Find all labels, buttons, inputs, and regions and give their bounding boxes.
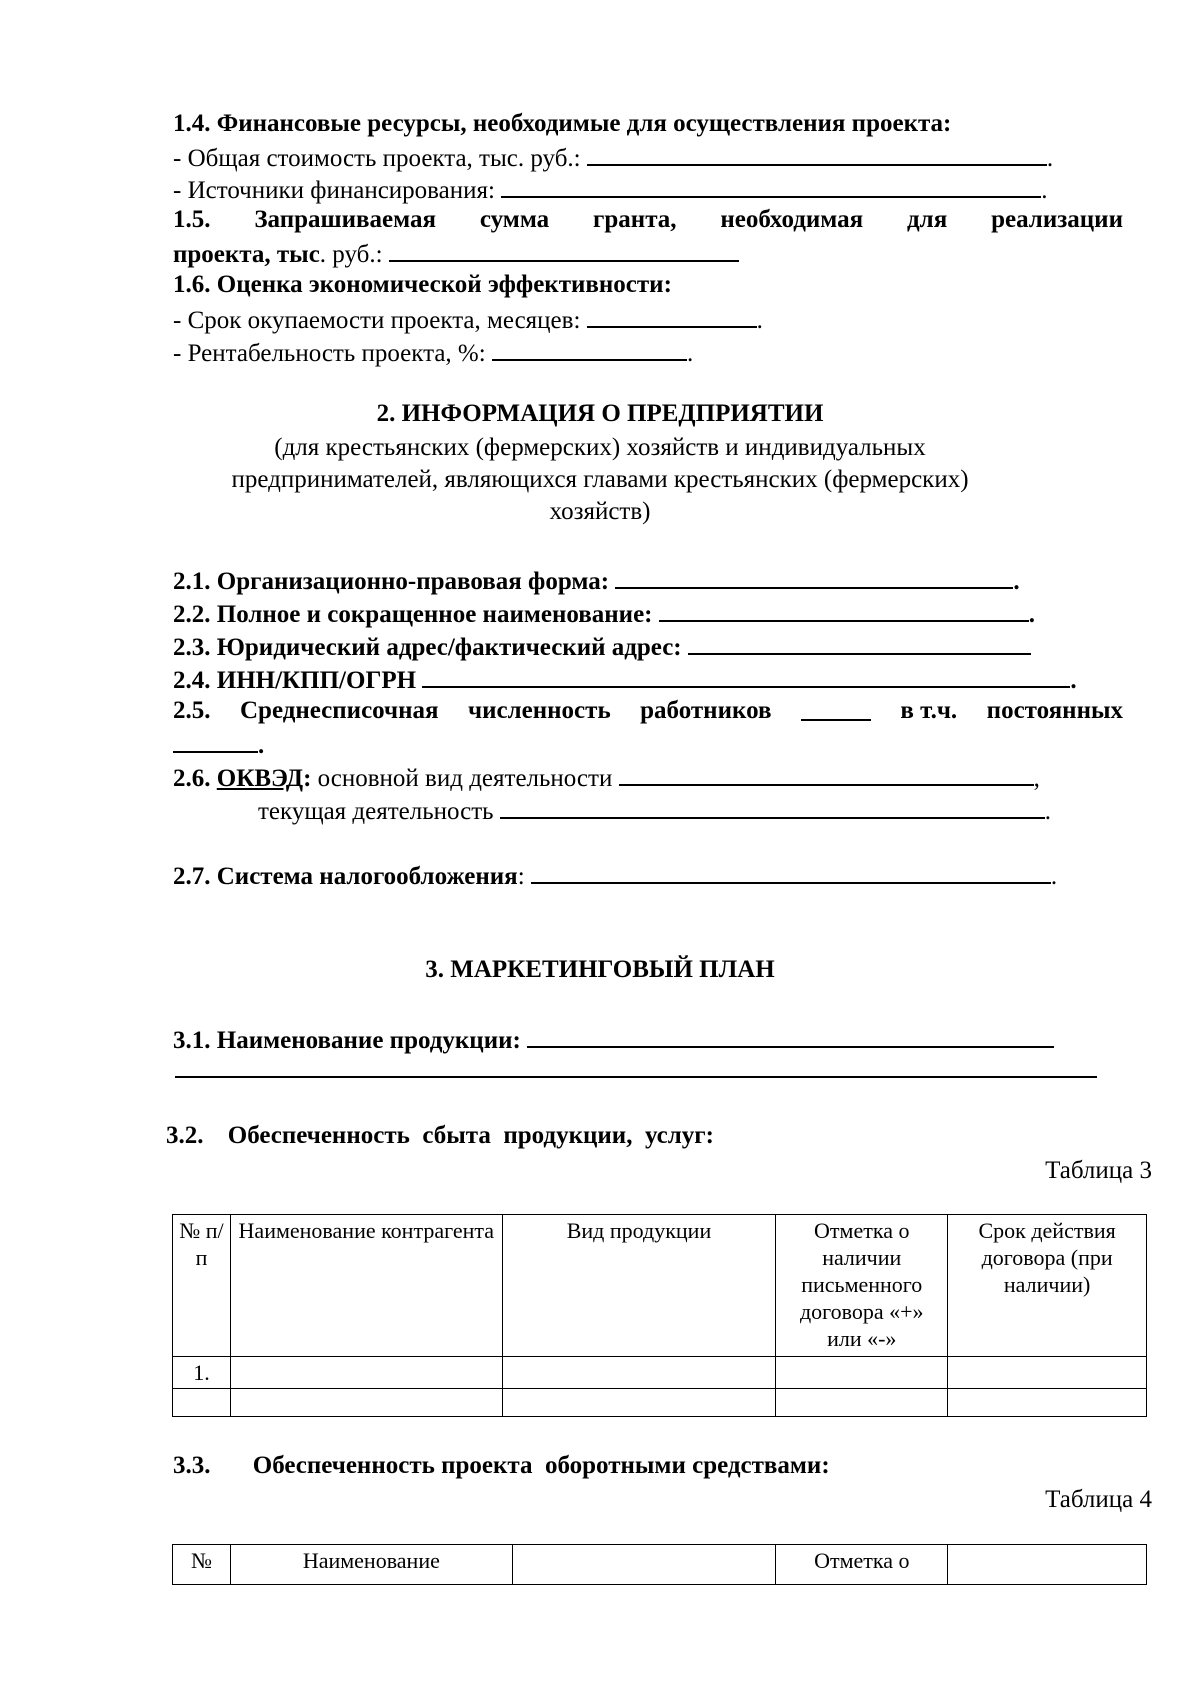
item-2-5: 2.5. Среднесписочная численность работников в т.ч. постоянных	[173, 697, 1123, 724]
section-2-title: 2. ИНФОРМАЦИЯ О ПРЕДПРИЯТИИ	[376, 400, 824, 427]
project-cost-blank[interactable]	[587, 140, 1047, 166]
table-4-header-cell: Отметка о	[776, 1545, 948, 1585]
item-3-1: 3.1. Наименование продукции:	[173, 1022, 1054, 1057]
section-1-4-heading: 1.4. Финансовые ресурсы, необходимые для осуществления проекта:	[173, 110, 952, 137]
item-2-3: 2.3. Юридический адрес/фактический адрес:	[173, 629, 1031, 664]
project-cost-line: - Общая стоимость проекта, тыс. руб.: .	[173, 140, 1053, 175]
table-4-header-row	[173, 1545, 1147, 1585]
table-4	[172, 1544, 1147, 1585]
table-3-label: Таблица 3	[1045, 1157, 1152, 1184]
grant-amount-line: проекта, тыс. руб.:	[173, 236, 739, 271]
item-2-7: 2.7. Система налогообложения: .	[173, 858, 1057, 893]
item-2-4: 2.4. ИНН/КПП/ОГРН .	[173, 662, 1077, 697]
tax-system-blank[interactable]	[531, 858, 1051, 884]
table-3	[172, 1214, 1147, 1417]
permanent-employees-line: .	[173, 727, 264, 762]
table-cell[interactable]	[948, 1357, 1147, 1389]
item-2-2: 2.2. Полное и сокращенное наименование: .	[173, 596, 1035, 631]
section-3-title: 3. МАРКЕТИНГОВЫЙ ПЛАН	[425, 956, 775, 983]
payback-blank[interactable]	[587, 302, 757, 328]
table-3-header-row	[173, 1215, 1147, 1357]
section-2-subtitle-2: предпринимателей, являющихся главами крестьянских (фермерских)	[231, 466, 969, 493]
section-2-subtitle-3: хозяйств)	[549, 498, 651, 525]
item-3-2: 3.2. Обеспеченность сбыта продукции, услуг:	[166, 1122, 714, 1149]
product-name-blank[interactable]	[527, 1022, 1054, 1048]
table-4-header-cell	[512, 1545, 776, 1585]
profitability-line: - Рентабельность проекта, %: .	[173, 335, 693, 370]
profitability-blank[interactable]	[492, 335, 687, 361]
payback-line: - Срок окупаемости проекта, месяцев: .	[173, 302, 763, 337]
table-cell[interactable]	[502, 1389, 776, 1417]
table-4-header-cell: №	[173, 1545, 231, 1585]
financing-sources-label: - Источники финансирования:	[173, 177, 495, 204]
financing-sources-line: - Источники финансирования: .	[173, 172, 1047, 207]
table-3-header-cell: Отметка о наличии письменного договора «+» или «-»	[776, 1215, 948, 1357]
legal-form-blank[interactable]	[615, 563, 1013, 589]
table-cell[interactable]	[230, 1389, 502, 1417]
table-4-label: Таблица 4	[1045, 1486, 1152, 1513]
table-row	[173, 1389, 1147, 1417]
main-activity-blank[interactable]	[619, 760, 1034, 786]
item-2-1: 2.1. Организационно-правовая форма: .	[173, 563, 1020, 598]
financing-sources-blank[interactable]	[501, 172, 1041, 198]
table-4-header-cell	[948, 1545, 1147, 1585]
address-blank[interactable]	[688, 629, 1031, 655]
table-3-header-cell: Наименование контрагента	[230, 1215, 502, 1357]
section-1-6-heading: 1.6. Оценка экономической эффективности:	[173, 271, 672, 298]
project-cost-label: - Общая стоимость проекта, тыс. руб.:	[173, 145, 581, 172]
current-activity-line: текущая деятельность .	[258, 793, 1051, 828]
grant-amount-blank[interactable]	[389, 236, 739, 262]
table-3-header-cell: № п/п	[173, 1215, 231, 1357]
table-cell[interactable]	[230, 1357, 502, 1389]
current-activity-blank[interactable]	[500, 793, 1045, 819]
table-3-header-cell: Вид продукции	[502, 1215, 776, 1357]
table-cell[interactable]	[502, 1357, 776, 1389]
table-cell[interactable]: 1.	[173, 1357, 231, 1389]
table-row	[173, 1357, 1147, 1389]
item-3-3: 3.3. Обеспеченность проекта оборотными средствами:	[173, 1452, 830, 1479]
product-name-blank-line-2[interactable]	[175, 1076, 1097, 1078]
table-3-header-cell: Срок действия договора (при наличии)	[948, 1215, 1147, 1357]
table-cell[interactable]	[776, 1389, 948, 1417]
table-cell[interactable]	[173, 1389, 231, 1417]
permanent-employees-blank[interactable]	[173, 727, 258, 753]
inn-kpp-ogrn-blank[interactable]	[422, 662, 1070, 688]
table-4-header-cell: Наименование	[230, 1545, 512, 1585]
table-cell[interactable]	[948, 1389, 1147, 1417]
table-cell[interactable]	[776, 1357, 948, 1389]
section-2-subtitle-1: (для крестьянских (фермерских) хозяйств и индивидуальных	[274, 434, 926, 461]
section-1-5-heading: 1.5. Запрашиваемая сумма гранта, необходимая для реализации	[173, 206, 1123, 233]
item-2-6: 2.6. ОКВЭД: основной вид деятельности ,	[173, 760, 1040, 795]
employees-count-blank[interactable]	[801, 695, 871, 721]
full-name-blank[interactable]	[659, 596, 1029, 622]
